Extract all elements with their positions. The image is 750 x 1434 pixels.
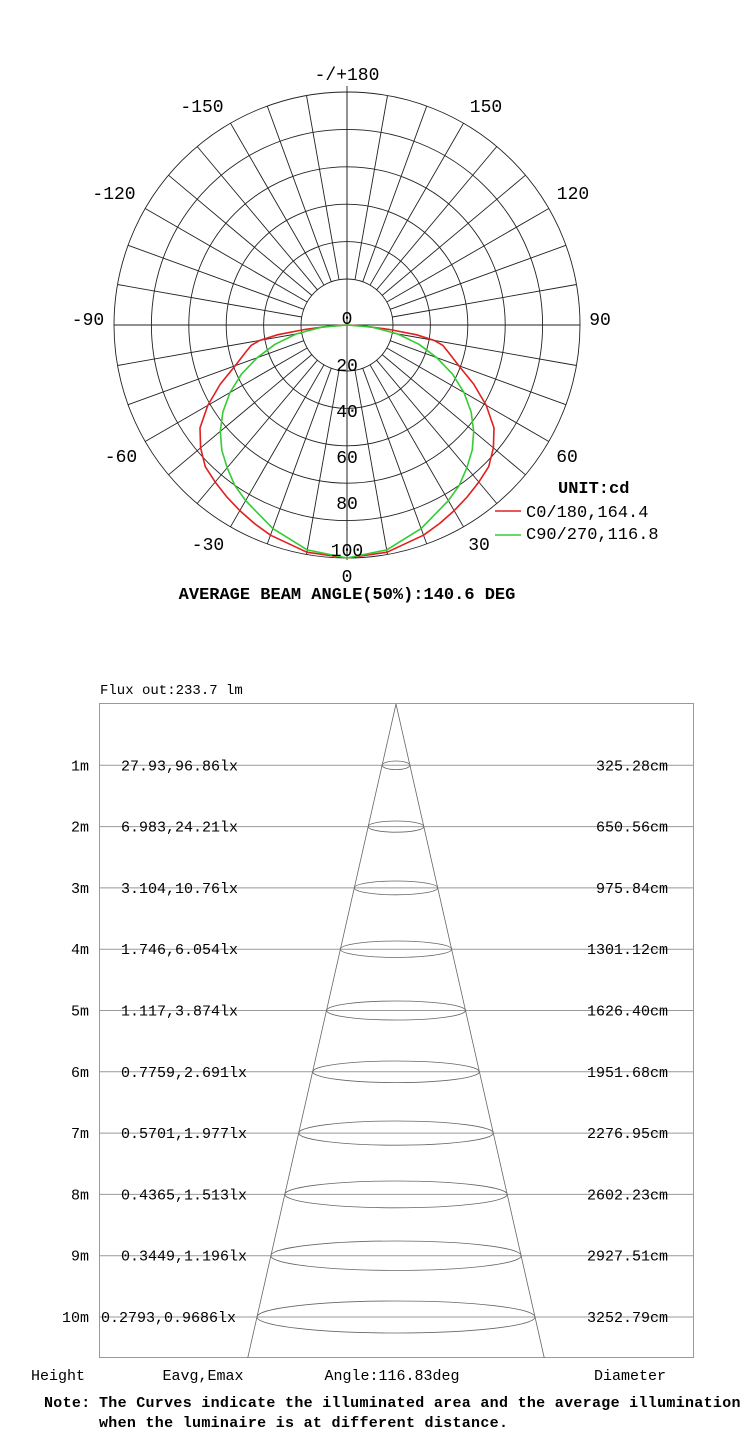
row-height: 2m xyxy=(70,819,89,837)
angle-label-90: 90 xyxy=(589,311,611,331)
row-illuminance: 3.104,10.76lx xyxy=(121,880,239,898)
cone-edge-left xyxy=(248,704,396,1358)
row-height: 6m xyxy=(70,1064,89,1082)
angle-label-60: 60 xyxy=(556,448,578,468)
grid-spoke xyxy=(267,106,331,282)
grid-spoke xyxy=(128,245,304,309)
angle-label-minus30: -30 xyxy=(191,536,225,556)
row-diameter: 1301.12cm xyxy=(586,942,668,960)
polar-labels xyxy=(72,66,659,605)
grid-spoke xyxy=(363,368,427,544)
row-illuminance: 0.7759,2.691lx xyxy=(121,1064,248,1082)
column-header-height: Height xyxy=(30,1368,86,1385)
radial-tick-label: 40 xyxy=(336,403,358,423)
note-label: Note: xyxy=(44,1395,91,1412)
grid-spoke xyxy=(197,147,317,290)
grid-spoke xyxy=(118,333,302,366)
grid-spoke xyxy=(392,333,576,366)
row-diameter: 325.28cm xyxy=(595,758,668,776)
illuminance-cone-table xyxy=(0,660,750,1431)
grid-spoke xyxy=(382,355,525,475)
row-illuminance: 6.983,24.21lx xyxy=(121,819,239,837)
legend-label-c0: C0/180,164.4 xyxy=(526,504,649,523)
angle-label-minus150: -150 xyxy=(180,98,224,118)
grid-spoke xyxy=(169,175,312,295)
beam-angle-footer: AVERAGE BEAM ANGLE(50%):140.6 DEG xyxy=(178,586,516,605)
angle-label-120: 120 xyxy=(556,185,590,205)
radial-tick-label: 100 xyxy=(330,542,364,562)
grid-spoke xyxy=(377,147,497,290)
row-diameter: 2927.51cm xyxy=(586,1248,668,1266)
row-height: 4m xyxy=(70,942,89,960)
angle-label-150: 150 xyxy=(469,98,503,118)
cone-edge-right xyxy=(396,704,544,1358)
grid-spoke xyxy=(267,368,331,544)
radial-tick-label: 60 xyxy=(336,449,358,469)
grid-spoke xyxy=(382,175,525,295)
row-illuminance: 0.2793,0.9686lx xyxy=(101,1310,237,1327)
grid-spoke xyxy=(363,106,427,282)
angle-label-minus60: -60 xyxy=(104,448,138,468)
row-diameter: 650.56cm xyxy=(595,819,668,837)
row-height: 1m xyxy=(70,758,89,776)
note-text: The Curves indicate the illuminated area and the average illumination when the luminaire is at different distance. xyxy=(99,1395,741,1432)
polar-intensity-chart xyxy=(0,0,750,620)
grid-spoke xyxy=(169,355,312,475)
grid-spoke xyxy=(307,370,340,554)
column-header-illum: Eavg,Emax xyxy=(162,1368,244,1385)
row-diameter: 1626.40cm xyxy=(586,1003,668,1021)
flux-label: Flux out:233.7 lm xyxy=(100,683,243,699)
column-header-diameter: Diameter xyxy=(593,1368,667,1385)
row-diameter: 2276.95cm xyxy=(586,1126,668,1144)
grid-spoke xyxy=(128,341,304,405)
row-diameter: 2602.23cm xyxy=(586,1187,668,1205)
radial-tick-label: 0 xyxy=(341,310,353,330)
row-illuminance: 1.117,3.874lx xyxy=(121,1003,239,1021)
table-rows xyxy=(62,758,693,1327)
angle-label-minus120: -120 xyxy=(92,185,136,205)
row-height: 9m xyxy=(70,1248,89,1266)
row-illuminance: 27.93,96.86lx xyxy=(121,758,239,776)
row-height: 7m xyxy=(70,1126,89,1144)
row-height: 8m xyxy=(70,1187,89,1205)
row-diameter: 975.84cm xyxy=(595,880,668,898)
row-illuminance: 1.746,6.054lx xyxy=(121,942,239,960)
row-height: 10m xyxy=(61,1310,89,1327)
column-header-angle: Angle:116.83deg xyxy=(324,1368,460,1385)
row-height: 5m xyxy=(70,1003,89,1021)
legend-label-c90: C90/270,116.8 xyxy=(526,526,659,545)
grid-spoke xyxy=(118,285,302,318)
unit-label: UNIT:cd xyxy=(558,480,630,499)
row-diameter: 3252.79cm xyxy=(586,1310,668,1327)
row-illuminance: 0.5701,1.977lx xyxy=(121,1126,248,1144)
angle-label-top: -/+180 xyxy=(314,66,380,86)
beam-cone xyxy=(248,704,545,1358)
grid-spoke xyxy=(355,96,388,280)
angle-label-minus90: -90 xyxy=(71,311,105,331)
radial-tick-label: 20 xyxy=(336,357,358,377)
radial-tick-label: 80 xyxy=(336,495,358,515)
row-height: 3m xyxy=(70,880,89,898)
row-illuminance: 0.4365,1.513lx xyxy=(121,1187,248,1205)
grid-spoke xyxy=(392,285,576,318)
grid-spoke xyxy=(307,96,340,280)
grid-spoke xyxy=(390,341,566,405)
row-illuminance: 0.3449,1.196lx xyxy=(121,1248,248,1266)
grid-spoke xyxy=(355,370,388,554)
angle-label-bottom: 0 xyxy=(341,568,353,588)
row-diameter: 1951.68cm xyxy=(586,1064,668,1082)
angle-label-30: 30 xyxy=(468,536,490,556)
grid-spoke xyxy=(390,245,566,309)
